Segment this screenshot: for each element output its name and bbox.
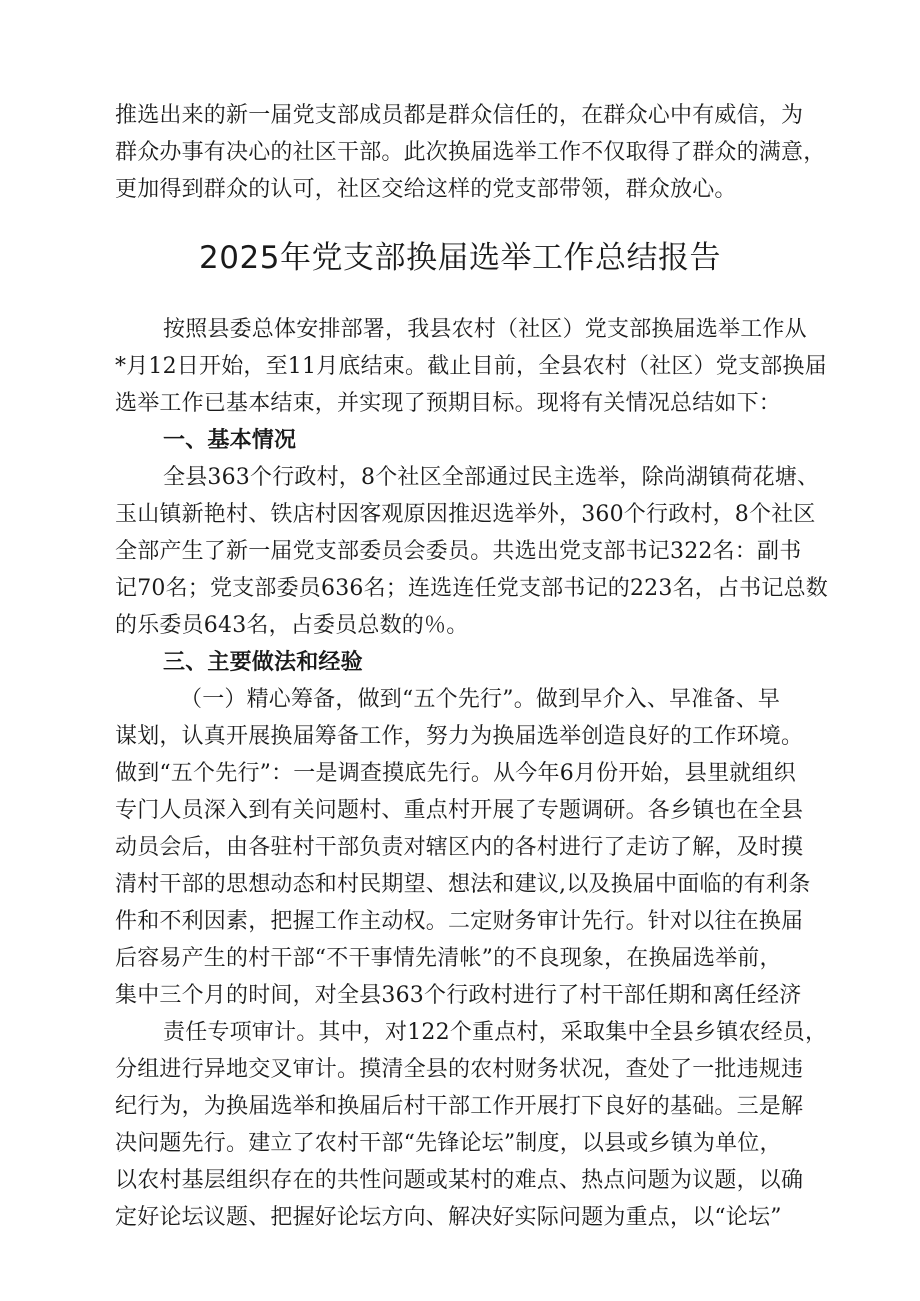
section1-line-1: 全县363个行政村，8个社区全部通过民主选举，除尚湖镇荷花塘、 [163, 465, 820, 490]
section2-line-2: 谋划，认真开展换届筹备工作，努力为换届选举创造良好的工作环境。 [115, 724, 804, 749]
section1-line-4: 记70名；党支部委员636名；连选连任党支部书记的223名，占书记总数 [115, 576, 828, 601]
section2-line-9: 集中三个月的时间，对全县363个行政村进行了村干部任期和离任经济 [115, 983, 802, 1008]
section1-line-3: 全部产生了新一届党支部委员会委员。共选出党支部书记322名：副书 [115, 539, 802, 564]
section1-line-2: 玉山镇新艳村、铁店村因客观原因推迟选举外，360个行政村，8个社区 [115, 502, 816, 527]
section2-line-5: 动员会后，由各驻村干部负责对辖区内的各村进行了走访了解，及时摸 [115, 835, 804, 860]
section2-line-13: 决问题先行。建立了农村干部“先锋论坛”制度，以县或乡镇为单位， [115, 1131, 782, 1156]
section2-line-6: 清村干部的思想动态和村民期望、想法和建议,以及换届中面临的有利条 [115, 872, 811, 897]
opening-line-2: *月12日开始，至11月底结束。截止目前，全县农村（社区）党支部换届 [115, 354, 827, 379]
document-title: 2025年党支部换届选举工作总结报告 [199, 240, 721, 276]
section2-line-11: 分组进行异地交叉审计。摸清全县的农村财务状况，查处了一批违规违 [115, 1057, 804, 1082]
section2-line-1: （一）精心筹备，做到“五个先行”。做到早介入、早准备、早 [180, 687, 781, 712]
section2-line-4: 专门人员深入到有关问题村、重点村开展了专题调研。各乡镇也在全县 [115, 798, 804, 823]
section2-line-12: 纪行为，为换届选举和换届后村干部工作开展打下良好的基础。三是解 [115, 1094, 804, 1119]
section2-line-15: 定好论坛议题、把握好论坛方向、解决好实际问题为重点，以“论坛” [115, 1205, 782, 1230]
opening-line-1: 按照县委总体安排部署，我县农村（社区）党支部换届选举工作从 [163, 317, 807, 342]
section2-line-14: 以农村基层组织存在的共性问题或某村的难点、热点问题为议题，以确 [115, 1168, 804, 1193]
section2-line-8: 后容易产生的村干部“不干事情先清帐”的不良现象，在换届选举前， [115, 946, 782, 971]
intro-line-2: 群众办事有决心的社区干部。此次换届选举工作不仅取得了群众的满意， [115, 140, 826, 165]
opening-line-3: 选举工作已基本结束，并实现了预期目标。现将有关情况总结如下： [115, 391, 782, 416]
intro-line-3: 更加得到群众的认可，社区交给这样的党支部带领，群众放心。 [115, 177, 737, 202]
section2-line-7: 件和不利因素，把握工作主动权。二定财务审计先行。针对以往在换届 [115, 909, 804, 934]
section2-line-3: 做到“五个先行”：一是调查摸底先行。从今年6月份开始，县里就组织 [115, 761, 796, 786]
intro-line-1: 推选出来的新一届党支部成员都是群众信任的，在群众心中有威信，为 [115, 103, 804, 128]
section1-line-5: 的乐委员643名，占委员总数的％。 [115, 613, 469, 638]
section1-heading: 一、基本情况 [163, 428, 297, 453]
section2-line-10: 责任专项审计。其中，对122个重点村，采取集中全县乡镇农经员， [163, 1020, 828, 1045]
section2-heading: 三、主要做法和经验 [163, 650, 363, 675]
